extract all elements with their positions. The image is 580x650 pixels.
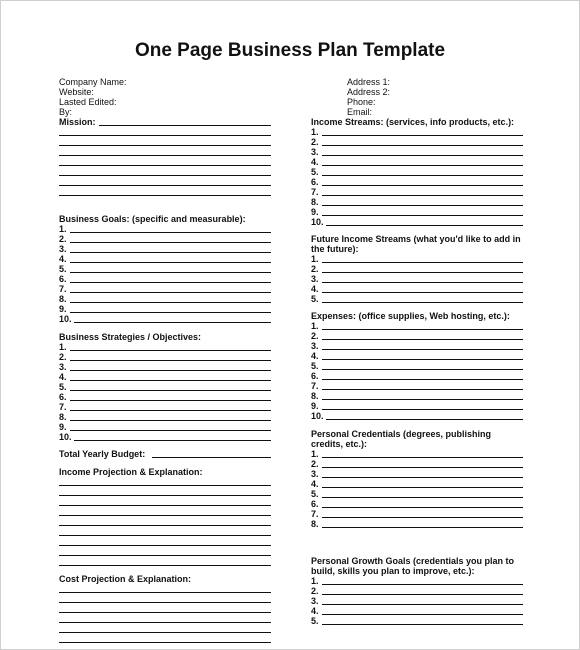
entry-line[interactable] <box>322 262 523 263</box>
entry-number: 3. <box>311 147 319 157</box>
income-projection-section <box>59 467 271 567</box>
blank-line[interactable] <box>59 507 271 517</box>
numbered-entry <box>59 352 271 362</box>
numbered-entry <box>311 401 523 411</box>
personal-credentials-list <box>311 449 523 529</box>
entry-line[interactable] <box>322 487 523 488</box>
numbered-entry <box>59 362 271 372</box>
numbered-entry <box>311 217 523 227</box>
numbered-entry <box>311 489 523 499</box>
entry-number: 6. <box>59 392 67 402</box>
total-yearly-budget-section <box>59 449 271 459</box>
numbered-entry <box>311 167 523 177</box>
blank-line[interactable] <box>59 517 271 527</box>
numbered-entry <box>311 381 523 391</box>
entry-number: 7. <box>59 402 67 412</box>
numbered-entry <box>311 127 523 137</box>
numbered-entry <box>311 576 523 586</box>
entry-line[interactable] <box>70 262 271 263</box>
entry-line[interactable] <box>322 272 523 273</box>
numbered-entry <box>59 342 271 352</box>
entry-line[interactable] <box>322 604 523 605</box>
contact-field-label: Phone: <box>347 97 376 107</box>
personal-growth-goals-label: Personal Growth Goals (credentials you plan to build, skills you plan to improve, etc.): <box>311 556 515 576</box>
numbered-entry <box>59 224 271 234</box>
entry-line[interactable] <box>322 205 523 206</box>
blank-line-rule <box>59 185 271 186</box>
entry-line[interactable] <box>70 282 271 283</box>
numbered-entry <box>59 284 271 294</box>
blank-line[interactable] <box>59 624 271 634</box>
blank-line[interactable] <box>59 127 271 137</box>
numbered-entry <box>311 187 523 197</box>
numbered-entry <box>311 596 523 606</box>
numbered-entry <box>311 616 523 626</box>
blank-line-rule <box>59 525 271 526</box>
entry-number: 5. <box>311 489 319 499</box>
blank-line-rule <box>59 165 271 166</box>
future-income-streams-label: Future Income Streams (what you'd like to add in the future): <box>311 234 521 254</box>
entry-line[interactable] <box>322 329 523 330</box>
mission-row <box>59 117 271 127</box>
numbered-entry <box>311 469 523 479</box>
entry-number: 8. <box>311 197 319 207</box>
entry-line[interactable] <box>74 322 271 323</box>
page-title: One Page Business Plan Template <box>134 40 446 61</box>
entry-line[interactable] <box>322 477 523 478</box>
personal-credentials-label: Personal Credentials (degrees, publishing credits, etc.): <box>311 429 492 449</box>
numbered-entry <box>59 432 271 442</box>
entry-line[interactable] <box>322 145 523 146</box>
contact-field-label: Website: <box>59 87 94 97</box>
entry-number: 1. <box>311 127 319 137</box>
contact-field-label: Email: <box>347 107 373 117</box>
future-income-streams-list <box>311 254 523 304</box>
entry-number: 2. <box>311 137 319 147</box>
blank-line[interactable] <box>59 147 271 157</box>
blank-line-rule <box>59 592 271 593</box>
personal-growth-goals-section <box>311 556 523 626</box>
numbered-entry <box>311 331 523 341</box>
entry-line[interactable] <box>322 507 523 508</box>
cost-projection-lines <box>59 584 271 644</box>
entry-line[interactable] <box>322 282 523 283</box>
cost-projection-section <box>59 574 271 644</box>
entry-line[interactable] <box>322 409 523 410</box>
numbered-entry <box>311 459 523 469</box>
entry-number: 7. <box>311 509 319 519</box>
blank-line-rule <box>59 135 271 136</box>
entry-line[interactable] <box>322 135 523 136</box>
entry-number: 6. <box>311 177 319 187</box>
entry-number: 1. <box>59 342 67 352</box>
blank-line[interactable] <box>59 604 271 614</box>
blank-line-rule <box>59 175 271 176</box>
entry-number: 1. <box>59 224 67 234</box>
numbered-entry <box>59 274 271 284</box>
entry-number: 8. <box>59 294 67 304</box>
entry-number: 10. <box>311 411 324 421</box>
entry-number: 4. <box>59 372 67 382</box>
income-streams-list <box>311 127 523 227</box>
entry-line[interactable] <box>322 379 523 380</box>
income-projection-lines <box>59 477 271 567</box>
mission-line[interactable] <box>99 125 271 126</box>
entry-line[interactable] <box>70 292 271 293</box>
entry-number: 9. <box>311 207 319 217</box>
blank-line-rule <box>59 535 271 536</box>
business-strategies-label: Business Strategies / Objectives: <box>59 332 202 342</box>
business-goals-section <box>59 214 271 324</box>
entry-line[interactable] <box>70 302 271 303</box>
blank-line-rule <box>59 555 271 556</box>
entry-line[interactable] <box>70 430 271 431</box>
numbered-entry <box>59 382 271 392</box>
entry-number: 2. <box>311 264 319 274</box>
blank-line[interactable] <box>59 584 271 594</box>
entry-number: 8. <box>59 412 67 422</box>
entry-line[interactable] <box>322 497 523 498</box>
entry-line[interactable] <box>322 195 523 196</box>
numbered-entry <box>311 207 523 217</box>
entry-line[interactable] <box>322 349 523 350</box>
entry-line[interactable] <box>322 359 523 360</box>
numbered-entry <box>311 499 523 509</box>
numbered-entry <box>311 371 523 381</box>
entry-number: 6. <box>311 371 319 381</box>
numbered-entry <box>59 304 271 314</box>
entry-line[interactable] <box>322 369 523 370</box>
entry-number: 5. <box>59 264 67 274</box>
entry-number: 1. <box>311 321 319 331</box>
numbered-entry <box>59 234 271 244</box>
entry-number: 9. <box>311 401 319 411</box>
numbered-entry <box>311 147 523 157</box>
entry-line[interactable] <box>322 155 523 156</box>
numbered-entry <box>59 254 271 264</box>
entry-line[interactable] <box>322 292 523 293</box>
entry-number: 2. <box>311 331 319 341</box>
blank-line[interactable] <box>59 487 271 497</box>
blank-line-rule <box>59 515 271 516</box>
numbered-entry <box>311 411 523 421</box>
blank-line[interactable] <box>59 537 271 547</box>
blank-line-rule <box>59 565 271 566</box>
future-income-streams-section <box>311 234 523 304</box>
numbered-entry <box>59 264 271 274</box>
entry-line[interactable] <box>70 232 271 233</box>
entry-number: 9. <box>59 422 67 432</box>
blank-line[interactable] <box>59 177 271 187</box>
blank-line[interactable] <box>59 477 271 487</box>
numbered-entry <box>311 274 523 284</box>
business-strategies-list <box>59 342 271 442</box>
entry-number: 5. <box>311 361 319 371</box>
entry-line[interactable] <box>70 312 271 313</box>
entry-line[interactable] <box>74 440 271 441</box>
expenses-list <box>311 321 523 421</box>
entry-number: 4. <box>311 284 319 294</box>
numbered-entry <box>311 351 523 361</box>
entry-line[interactable] <box>322 339 523 340</box>
entry-line[interactable] <box>322 517 523 518</box>
numbered-entry <box>311 509 523 519</box>
expenses-section <box>311 311 523 421</box>
entry-number: 2. <box>59 234 67 244</box>
entry-line[interactable] <box>70 400 271 401</box>
entry-number: 5. <box>311 616 319 626</box>
numbered-entry <box>311 341 523 351</box>
numbered-entry <box>311 284 523 294</box>
numbered-entry <box>59 402 271 412</box>
mission-lines <box>59 127 271 197</box>
entry-number: 4. <box>311 157 319 167</box>
entry-line[interactable] <box>322 584 523 585</box>
blank-line[interactable] <box>59 634 271 644</box>
entry-line[interactable] <box>70 360 271 361</box>
entry-number: 8. <box>311 519 319 529</box>
numbered-entry <box>311 254 523 264</box>
entry-number: 10. <box>59 432 72 442</box>
entry-line[interactable] <box>70 380 271 381</box>
entry-line[interactable] <box>322 302 523 303</box>
contact-field-label: Address 1: <box>347 77 391 87</box>
blank-line[interactable] <box>59 594 271 604</box>
entry-number: 4. <box>311 606 319 616</box>
entry-line[interactable] <box>322 185 523 186</box>
mission-label: Mission: <box>59 117 96 127</box>
contact-field-label: By: <box>59 107 73 117</box>
blank-line-rule <box>59 602 271 603</box>
entry-number: 7. <box>311 187 319 197</box>
entry-number: 7. <box>59 284 67 294</box>
numbered-entry <box>311 321 523 331</box>
entry-line[interactable] <box>322 624 523 625</box>
numbered-entry <box>311 586 523 596</box>
numbered-entry <box>311 294 523 304</box>
numbered-entry <box>59 372 271 382</box>
numbered-entry <box>311 157 523 167</box>
total-yearly-budget-row <box>59 449 271 459</box>
entry-line[interactable] <box>70 420 271 421</box>
blank-line[interactable] <box>59 557 271 567</box>
entry-number: 2. <box>311 459 319 469</box>
numbered-entry <box>59 412 271 422</box>
blank-line[interactable] <box>59 497 271 507</box>
total-yearly-budget-line[interactable] <box>152 457 271 458</box>
numbered-entry <box>311 479 523 489</box>
numbered-entry <box>311 606 523 616</box>
blank-line[interactable] <box>59 527 271 537</box>
entry-number: 2. <box>311 586 319 596</box>
entry-line[interactable] <box>70 350 271 351</box>
blank-line-rule <box>59 622 271 623</box>
numbered-entry <box>311 361 523 371</box>
cost-projection-label: Cost Projection & Explanation: <box>59 574 192 584</box>
entry-line[interactable] <box>322 215 523 216</box>
right-column <box>311 0 523 650</box>
entry-line[interactable] <box>322 389 523 390</box>
blank-line-rule <box>59 495 271 496</box>
blank-line-rule <box>59 612 271 613</box>
mission-section <box>59 117 271 197</box>
blank-line-rule <box>59 145 271 146</box>
blank-line[interactable] <box>59 157 271 167</box>
numbered-entry <box>59 422 271 432</box>
entry-number: 1. <box>311 254 319 264</box>
entry-number: 6. <box>59 274 67 284</box>
entry-number: 4. <box>59 254 67 264</box>
entry-line[interactable] <box>322 467 523 468</box>
numbered-entry <box>311 197 523 207</box>
blank-line[interactable] <box>59 167 271 177</box>
numbered-entry <box>59 244 271 254</box>
income-projection-label: Income Projection & Explanation: <box>59 467 203 477</box>
income-streams-section <box>311 117 523 227</box>
entry-number: 5. <box>311 167 319 177</box>
entry-line[interactable] <box>70 370 271 371</box>
blank-line[interactable] <box>59 614 271 624</box>
numbered-entry <box>311 519 523 529</box>
entry-number: 5. <box>311 294 319 304</box>
blank-line-rule <box>59 642 271 643</box>
entry-line[interactable] <box>322 457 523 458</box>
entry-number: 1. <box>311 449 319 459</box>
blank-line-rule <box>59 195 271 196</box>
business-strategies-section <box>59 332 271 442</box>
entry-number: 8. <box>311 391 319 401</box>
numbered-entry <box>59 314 271 324</box>
entry-number: 3. <box>311 596 319 606</box>
entry-number: 3. <box>311 469 319 479</box>
personal-credentials-section <box>311 429 523 529</box>
numbered-entry <box>59 392 271 402</box>
entry-line[interactable] <box>322 165 523 166</box>
entry-line[interactable] <box>322 399 523 400</box>
business-goals-label: Business Goals: (specific and measurable): <box>59 214 246 224</box>
entry-number: 6. <box>311 499 319 509</box>
entry-line[interactable] <box>322 594 523 595</box>
entry-line[interactable] <box>322 614 523 615</box>
entry-line[interactable] <box>322 175 523 176</box>
entry-number: 1. <box>311 576 319 586</box>
entry-number: 3. <box>311 274 319 284</box>
left-column <box>59 0 271 650</box>
entry-line[interactable] <box>322 527 523 528</box>
numbered-entry <box>311 264 523 274</box>
entry-number: 4. <box>311 479 319 489</box>
contact-field-label: Company Name: <box>59 77 127 87</box>
total-yearly-budget-label: Total Yearly Budget: <box>59 449 146 459</box>
entry-line[interactable] <box>70 272 271 273</box>
entry-number: 9. <box>59 304 67 314</box>
numbered-entry <box>311 137 523 147</box>
entry-line[interactable] <box>326 419 523 420</box>
expenses-label: Expenses: (office supplies, Web hosting, etc.): <box>311 311 510 321</box>
entry-line[interactable] <box>70 410 271 411</box>
entry-number: 2. <box>59 352 67 362</box>
blank-line[interactable] <box>59 187 271 197</box>
blank-line-rule <box>59 155 271 156</box>
entry-number: 10. <box>59 314 72 324</box>
contact-field-label: Address 2: <box>347 87 391 97</box>
entry-number: 3. <box>59 244 67 254</box>
entry-number: 3. <box>311 341 319 351</box>
entry-line[interactable] <box>70 390 271 391</box>
income-streams-label: Income Streams: (services, info products, etc.): <box>311 117 515 127</box>
entry-number: 4. <box>311 351 319 361</box>
business-goals-list <box>59 224 271 324</box>
numbered-entry <box>311 449 523 459</box>
contact-field-label: Lasted Edited: <box>59 97 117 107</box>
numbered-entry <box>311 177 523 187</box>
entry-number: 5. <box>59 382 67 392</box>
personal-growth-goals-list <box>311 576 523 626</box>
entry-number: 3. <box>59 362 67 372</box>
entry-line[interactable] <box>70 242 271 243</box>
blank-line-rule <box>59 632 271 633</box>
entry-number: 10. <box>311 217 324 227</box>
numbered-entry <box>59 294 271 304</box>
blank-line[interactable] <box>59 547 271 557</box>
blank-line-rule <box>59 485 271 486</box>
entry-number: 7. <box>311 381 319 391</box>
blank-line[interactable] <box>59 137 271 147</box>
blank-line-rule <box>59 505 271 506</box>
entry-line[interactable] <box>326 225 523 226</box>
numbered-entry <box>311 391 523 401</box>
entry-line[interactable] <box>70 252 271 253</box>
blank-line-rule <box>59 545 271 546</box>
